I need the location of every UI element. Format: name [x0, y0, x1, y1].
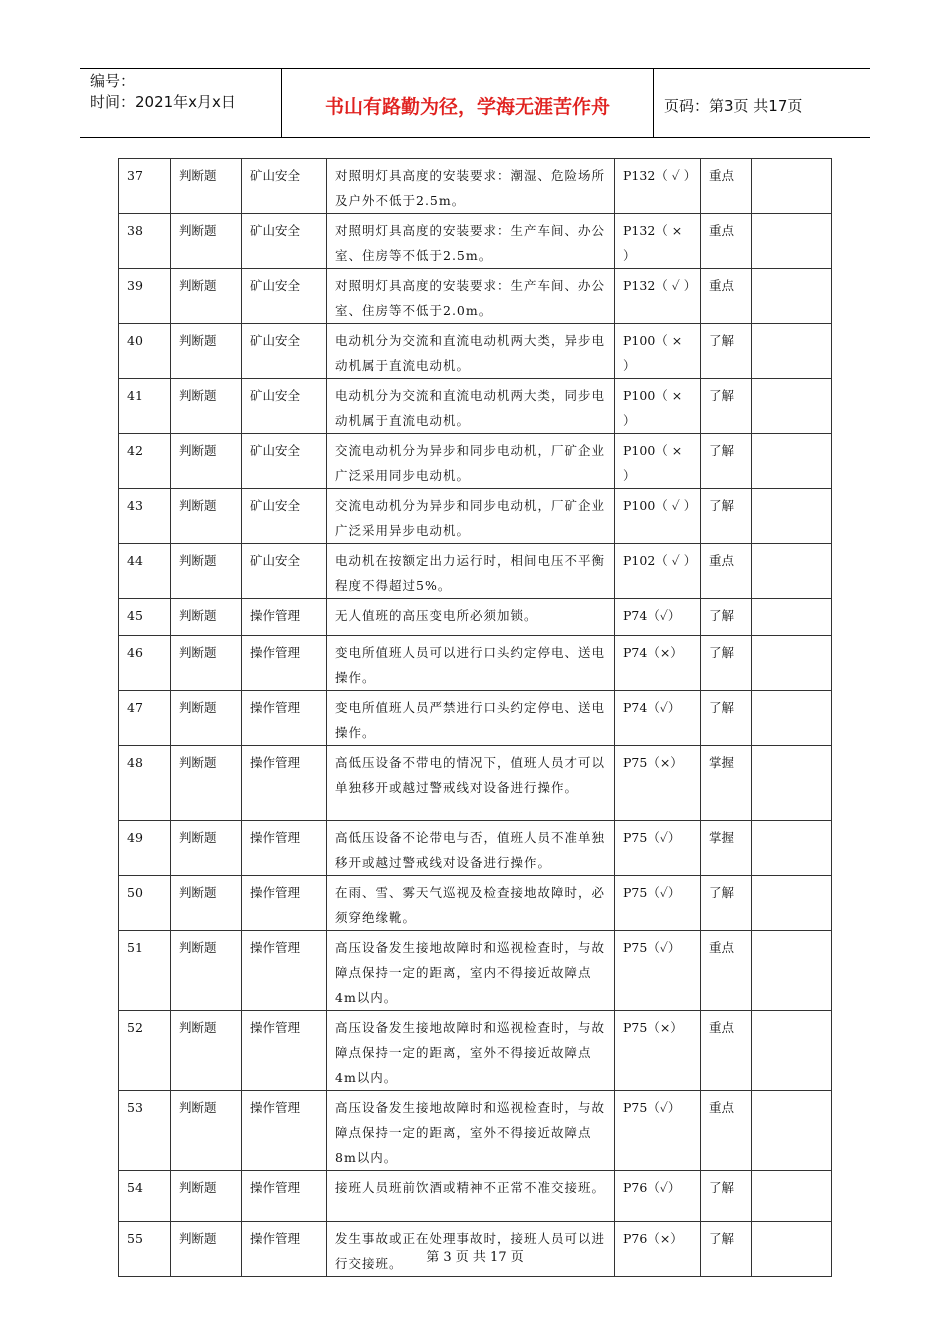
- question-category: 矿山安全: [242, 544, 327, 599]
- note-cell: [752, 214, 832, 269]
- table-row: [119, 876, 832, 931]
- document-time-label: 时间：2021年x月x日: [90, 93, 236, 111]
- row-number: 48: [119, 746, 171, 821]
- answer-reference: P75（×）: [615, 1011, 701, 1091]
- header-page-number: 页码：第3页 共17页: [664, 96, 803, 115]
- importance-level: 了解: [701, 1222, 752, 1277]
- question-type: 判断题: [171, 691, 242, 746]
- question-type: 判断题: [171, 324, 242, 379]
- importance-level: 重点: [701, 214, 752, 269]
- question-category: 矿山安全: [242, 269, 327, 324]
- table-row: [119, 746, 832, 821]
- importance-level: 了解: [701, 876, 752, 931]
- table-row: [119, 599, 832, 636]
- question-text: 电动机分为交流和直流电动机两大类，同步电动机属于直流电动机。: [327, 379, 615, 434]
- table-row: [119, 1091, 832, 1171]
- importance-level: 了解: [701, 599, 752, 636]
- question-category: 矿山安全: [242, 379, 327, 434]
- importance-level: 了解: [701, 489, 752, 544]
- note-cell: [752, 1011, 832, 1091]
- row-number: 39: [119, 269, 171, 324]
- question-text: 高低压设备不论带电与否，值班人员不准单独移开或越过警戒线对设备进行操作。: [327, 821, 615, 876]
- table-row: [119, 1011, 832, 1091]
- note-cell: [752, 434, 832, 489]
- question-type: 判断题: [171, 931, 242, 1011]
- row-number: 54: [119, 1171, 171, 1222]
- row-number: 38: [119, 214, 171, 269]
- question-text: 交流电动机分为异步和同步电动机，厂矿企业广泛采用异步电动机。: [327, 489, 615, 544]
- table-row: [119, 434, 832, 489]
- answer-reference: P76（×）: [615, 1222, 701, 1277]
- question-type: 判断题: [171, 1171, 242, 1222]
- document-code-label: 编号：: [90, 72, 136, 90]
- row-number: 41: [119, 379, 171, 434]
- importance-level: 掌握: [701, 746, 752, 821]
- row-number: 44: [119, 544, 171, 599]
- question-text: 交流电动机分为异步和同步电动机，厂矿企业广泛采用同步电动机。: [327, 434, 615, 489]
- importance-level: 掌握: [701, 821, 752, 876]
- question-table: [118, 158, 832, 1277]
- importance-level: 重点: [701, 159, 752, 214]
- question-category: 操作管理: [242, 746, 327, 821]
- question-category: 操作管理: [242, 636, 327, 691]
- question-category: 操作管理: [242, 1171, 327, 1222]
- row-number: 37: [119, 159, 171, 214]
- question-type: 判断题: [171, 746, 242, 821]
- page-header: [80, 68, 870, 138]
- answer-reference: P75（✓）: [615, 821, 701, 876]
- question-text: 在雨、雪、雾天气巡视及检查接地故障时，必须穿绝缘靴。: [327, 876, 615, 931]
- table-row: [119, 489, 832, 544]
- question-text: 变电所值班人员可以进行口头约定停电、送电操作。: [327, 636, 615, 691]
- importance-level: 了解: [701, 1171, 752, 1222]
- question-text: 高压设备发生接地故障时和巡视检查时，与故障点保持一定的距离，室外不得接近故障点8m以内。: [327, 1091, 615, 1171]
- question-text: 对照明灯具高度的安装要求：生产车间、办公室、住房等不低于2.5m。: [327, 214, 615, 269]
- note-cell: [752, 599, 832, 636]
- importance-level: 了解: [701, 324, 752, 379]
- answer-reference: P74（×）: [615, 636, 701, 691]
- row-number: 55: [119, 1222, 171, 1277]
- question-text: 变电所值班人员严禁进行口头约定停电、送电操作。: [327, 691, 615, 746]
- answer-reference: P76（✓）: [615, 1171, 701, 1222]
- question-category: 操作管理: [242, 821, 327, 876]
- question-text: 接班人员班前饮酒或精神不正常不准交接班。: [327, 1171, 615, 1222]
- answer-reference: P100（ ✓ ）: [615, 489, 701, 544]
- importance-level: 重点: [701, 1091, 752, 1171]
- row-number: 51: [119, 931, 171, 1011]
- table-row: [119, 544, 832, 599]
- table-row: [119, 691, 832, 746]
- note-cell: [752, 489, 832, 544]
- answer-reference: P74（✓）: [615, 691, 701, 746]
- question-category: 矿山安全: [242, 489, 327, 544]
- row-number: 43: [119, 489, 171, 544]
- importance-level: 了解: [701, 636, 752, 691]
- answer-reference: P75（✓）: [615, 1091, 701, 1171]
- question-type: 判断题: [171, 379, 242, 434]
- question-type: 判断题: [171, 434, 242, 489]
- answer-reference: P132（ ✓ ）: [615, 269, 701, 324]
- header-meta: [80, 69, 282, 137]
- question-text: 电动机在按额定出力运行时，相间电压不平衡程度不得超过5%。: [327, 544, 615, 599]
- header-motto: 书山有路勤为径，学海无涯苦作舟: [282, 69, 654, 137]
- table-row: [119, 379, 832, 434]
- question-text: 高低压设备不带电的情况下，值班人员才可以单独移开或越过警戒线对设备进行操作。: [327, 746, 615, 821]
- question-category: 操作管理: [242, 599, 327, 636]
- question-text: 对照明灯具高度的安装要求：潮湿、危险场所及户外不低于2.5m。: [327, 159, 615, 214]
- row-number: 47: [119, 691, 171, 746]
- question-category: 操作管理: [242, 1222, 327, 1277]
- question-category: 操作管理: [242, 931, 327, 1011]
- table-row: [119, 269, 832, 324]
- question-type: 判断题: [171, 636, 242, 691]
- question-category: 矿山安全: [242, 324, 327, 379]
- answer-reference: P102（ ✓ ）: [615, 544, 701, 599]
- answer-reference: P100（ × ）: [615, 324, 701, 379]
- importance-level: 重点: [701, 1011, 752, 1091]
- question-text: 高压设备发生接地故障时和巡视检查时，与故障点保持一定的距离，室外不得接近故障点4m以内。: [327, 1011, 615, 1091]
- table-row: [119, 821, 832, 876]
- question-category: 矿山安全: [242, 214, 327, 269]
- table-row: [119, 159, 832, 214]
- question-category: 操作管理: [242, 1011, 327, 1091]
- question-category: 操作管理: [242, 876, 327, 931]
- question-text: 高压设备发生接地故障时和巡视检查时，与故障点保持一定的距离，室内不得接近故障点4m以内。: [327, 931, 615, 1011]
- table-row: [119, 214, 832, 269]
- page-footer: 第 3 页 共 17 页: [426, 1250, 524, 1265]
- row-number: 45: [119, 599, 171, 636]
- note-cell: [752, 636, 832, 691]
- table-row: [119, 931, 832, 1011]
- answer-reference: P75（✓）: [615, 876, 701, 931]
- question-type: 判断题: [171, 214, 242, 269]
- question-type: 判断题: [171, 599, 242, 636]
- note-cell: [752, 159, 832, 214]
- row-number: 50: [119, 876, 171, 931]
- answer-reference: P75（×）: [615, 746, 701, 821]
- question-type: 判断题: [171, 1222, 242, 1277]
- answer-reference: P74（✓）: [615, 599, 701, 636]
- note-cell: [752, 876, 832, 931]
- question-type: 判断题: [171, 821, 242, 876]
- note-cell: [752, 1091, 832, 1171]
- question-type: 判断题: [171, 269, 242, 324]
- question-type: 判断题: [171, 544, 242, 599]
- question-category: 操作管理: [242, 1091, 327, 1171]
- answer-reference: P132（ × ）: [615, 214, 701, 269]
- table-row: [119, 636, 832, 691]
- question-table-body: [119, 159, 832, 1277]
- row-number: 52: [119, 1011, 171, 1091]
- row-number: 49: [119, 821, 171, 876]
- note-cell: [752, 931, 832, 1011]
- row-number: 46: [119, 636, 171, 691]
- question-text: 电动机分为交流和直流电动机两大类，异步电动机属于直流电动机。: [327, 324, 615, 379]
- answer-reference: P75（✓）: [615, 931, 701, 1011]
- note-cell: [752, 691, 832, 746]
- answer-reference: P100（ × ）: [615, 434, 701, 489]
- question-text: 无人值班的高压变电所必须加锁。: [327, 599, 615, 636]
- question-type: 判断题: [171, 489, 242, 544]
- importance-level: 了解: [701, 691, 752, 746]
- note-cell: [752, 269, 832, 324]
- question-type: 判断题: [171, 1091, 242, 1171]
- importance-level: 了解: [701, 379, 752, 434]
- row-number: 40: [119, 324, 171, 379]
- note-cell: [752, 544, 832, 599]
- question-type: 判断题: [171, 876, 242, 931]
- note-cell: [752, 1171, 832, 1222]
- question-type: 判断题: [171, 159, 242, 214]
- answer-reference: P100（ × ）: [615, 379, 701, 434]
- question-category: 矿山安全: [242, 159, 327, 214]
- table-row: [119, 324, 832, 379]
- answer-reference: P132（ ✓ ）: [615, 159, 701, 214]
- importance-level: 重点: [701, 269, 752, 324]
- question-text: 对照明灯具高度的安装要求：生产车间、办公室、住房等不低于2.0m。: [327, 269, 615, 324]
- question-category: 矿山安全: [242, 434, 327, 489]
- row-number: 42: [119, 434, 171, 489]
- importance-level: 重点: [701, 931, 752, 1011]
- question-category: 操作管理: [242, 691, 327, 746]
- row-number: 53: [119, 1091, 171, 1171]
- importance-level: 了解: [701, 434, 752, 489]
- note-cell: [752, 379, 832, 434]
- table-row: [119, 1171, 832, 1222]
- note-cell: [752, 746, 832, 821]
- note-cell: [752, 324, 832, 379]
- question-type: 判断题: [171, 1011, 242, 1091]
- note-cell: [752, 821, 832, 876]
- question-text: 发生事故或正在处理事故时，接班人员可以进行交接班。: [327, 1222, 615, 1277]
- importance-level: 重点: [701, 544, 752, 599]
